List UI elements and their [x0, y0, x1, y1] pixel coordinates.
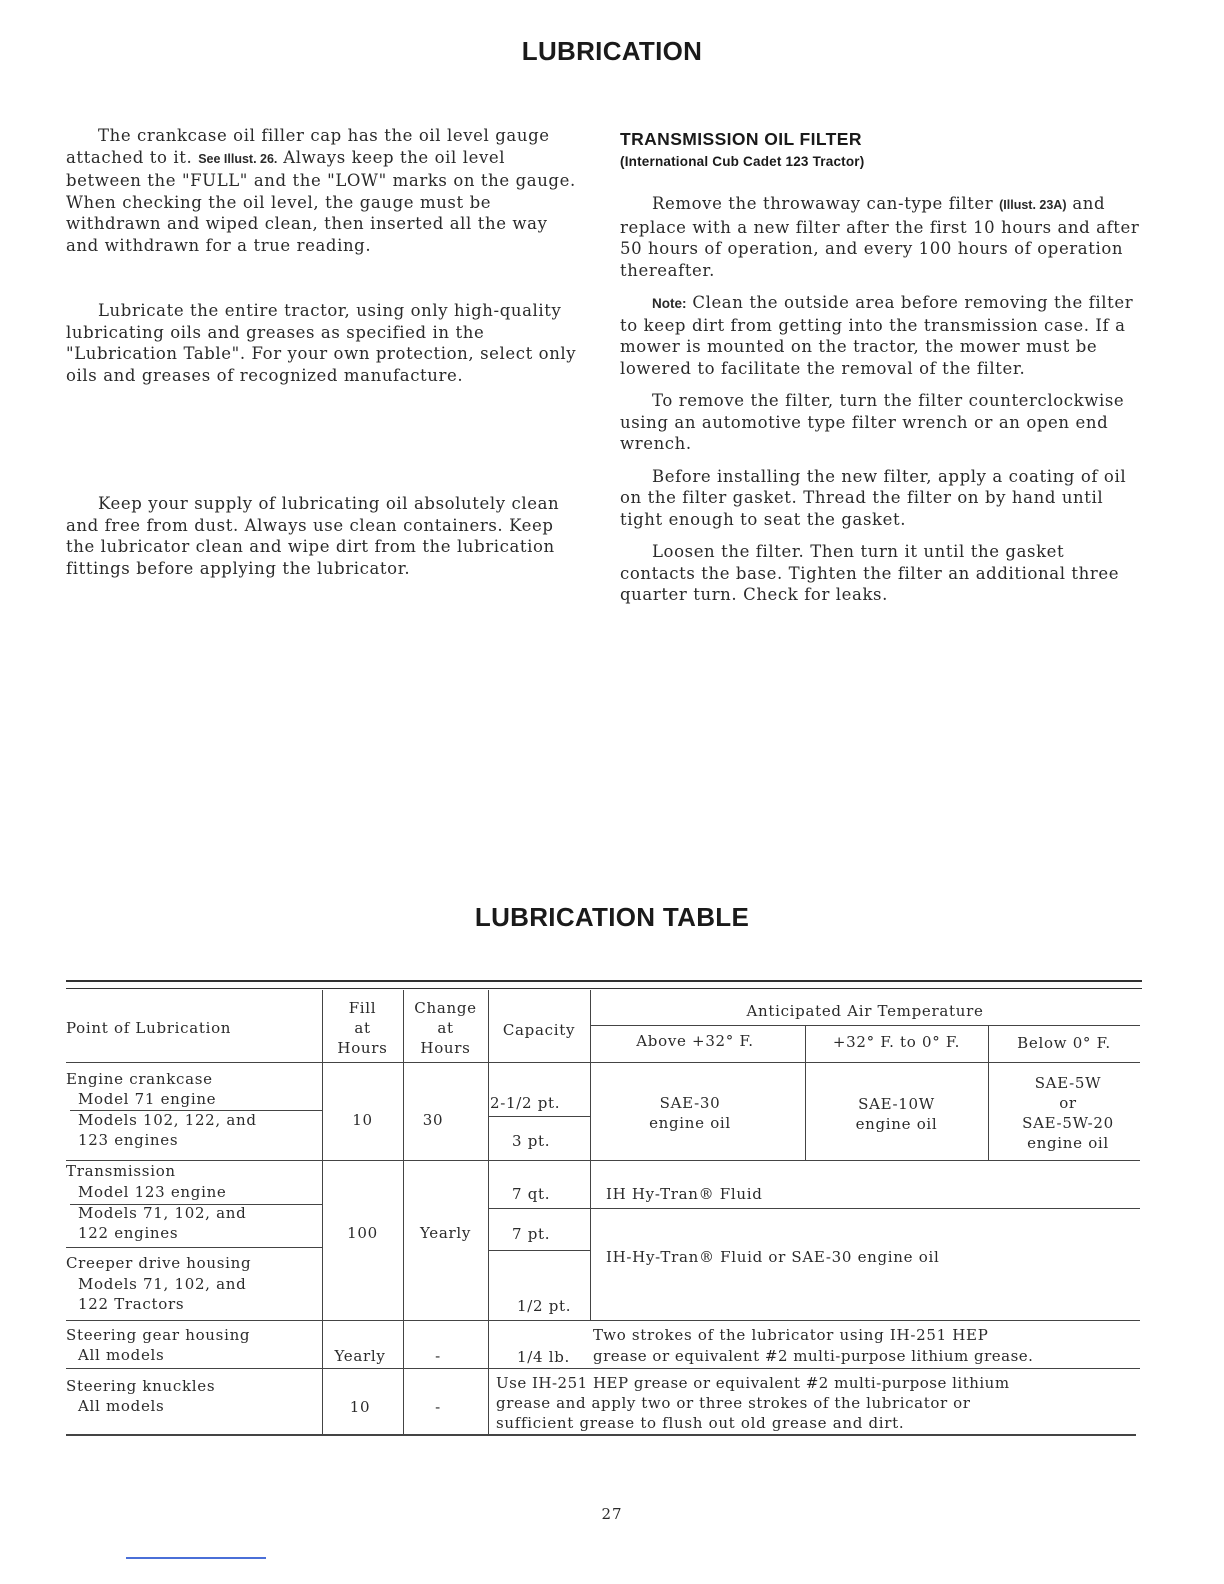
engine-models-123: 123 engines	[78, 1131, 179, 1149]
engine-below-spec: SAE-5W or SAE-5W-20 engine oil	[1022, 1074, 1114, 1152]
illustration-reference: (Illust. 23A)	[999, 198, 1067, 212]
temp-header-line	[590, 1025, 1140, 1026]
engine-models-102: Models 102, 122, and	[78, 1111, 257, 1129]
header-above: Above +32° F.	[636, 1032, 754, 1050]
steering-gear-spec-2: grease or equivalent #2 multi-purpose lithium grease.	[593, 1347, 1034, 1365]
header-capacity: Capacity	[502, 1021, 576, 1039]
engine-capacity-2: 3 pt.	[512, 1132, 551, 1150]
engine-capacity-1: 2-1/2 pt.	[490, 1094, 561, 1112]
trans-sub-line-2	[66, 1247, 322, 1248]
creeper-tractors: 122 Tractors	[78, 1295, 185, 1313]
engine-bottom-line	[66, 1160, 1140, 1161]
steering-gear-fill: Yearly	[334, 1347, 386, 1365]
remove-direction-paragraph: To remove the filter, turn the filter counterclockwise using an automotive type filter wrench or an open end wrench.	[620, 391, 1125, 453]
creeper-models: Models 71, 102, and	[78, 1275, 247, 1293]
steering-knuckles-label: Steering knuckles	[66, 1377, 216, 1395]
oil-level-paragraph: The crankcase oil filler cap has the oil level gauge attached to it. See Illust. 26. Always keep the oil level between the "FULL" and the "LOW" marks on the gauge. When checking the oil level, the gauge must be withdrawn and wiped clean, then inserted all the way and withdrawn for a true reading.	[66, 126, 576, 255]
transmission-capacity-3: 1/2 pt.	[517, 1297, 572, 1315]
transmission-fluid-2: IH-Hy-Tran® Fluid or SAE-30 engine oil	[606, 1248, 940, 1266]
transmission-label: Transmission	[66, 1162, 176, 1180]
header-change: Change at Hours	[414, 999, 477, 1057]
transmission-fill: 100	[347, 1224, 378, 1242]
steering-knuckles-spec-3: sufficient grease to flush out old grease and dirt.	[496, 1414, 905, 1432]
engine-label: Engine crankcase	[66, 1070, 213, 1088]
engine-change: 30	[422, 1111, 444, 1129]
table-title: LUBRICATION TABLE	[474, 902, 750, 932]
page-number: 27	[601, 1505, 623, 1523]
section-subheading: (International Cub Cadet 123 Tractor)	[620, 154, 865, 169]
note-label: Note:	[652, 296, 687, 311]
trans-cap-line	[488, 1208, 1140, 1209]
transmission-change: Yearly	[419, 1224, 472, 1242]
trans-cap-line-2	[488, 1250, 590, 1251]
supply-paragraph: Keep your supply of lubricating oil absolutely clean and free from dust. Always use clean containers. Keep the lubricator clean and wipe dirt from the lubrication fittings before applying the lubricator.	[66, 494, 560, 578]
engine-cap-line	[488, 1116, 590, 1117]
gear-bottom-line	[66, 1368, 1140, 1369]
note-paragraph: Note: Clean the outside area before removing the filter to keep dirt from getting into the transmission case. If a mower is mounted on the tractor, the mower must be lowered to facilitate the removal of the filter.	[620, 293, 1134, 378]
steering-knuckles-change: -	[435, 1398, 441, 1416]
steering-knuckles-spec-1: Use IH-251 HEP grease or equivalent #2 multi-purpose lithium	[496, 1374, 1010, 1392]
transmission-capacity-2: 7 pt.	[512, 1225, 551, 1243]
table-top-rule	[66, 980, 1142, 982]
illustration-reference: See Illust. 26.	[198, 151, 278, 166]
steering-gear-label: Steering gear housing	[66, 1326, 251, 1344]
trans-bottom-line	[66, 1320, 1140, 1321]
header-below: Below 0° F.	[1017, 1034, 1111, 1052]
table-top-rule-2	[66, 988, 1142, 989]
transmission-models-122: 122 engines	[78, 1224, 179, 1242]
left-column	[66, 125, 586, 579]
header-anticipated: Anticipated Air Temperature	[746, 1002, 984, 1020]
header-bottom-line	[66, 1062, 1140, 1063]
page-title: LUBRICATION	[521, 36, 703, 66]
remove-filter-paragraph: Remove the throwaway can-type filter (Illust. 23A) and replace with a new filter after the first 10 hours and after 50 hours of operation, and every 100 hours of operation thereafter.	[620, 194, 1140, 280]
engine-above-spec: SAE-30 engine oil	[649, 1094, 731, 1132]
transmission-model-123: Model 123 engine	[78, 1183, 227, 1201]
footer-line	[126, 1557, 266, 1559]
section-heading: TRANSMISSION OIL FILTER	[620, 129, 862, 149]
engine-model-71: Model 71 engine	[78, 1090, 217, 1108]
header-fill: Fill at Hours	[337, 999, 388, 1057]
steering-knuckles-spec-2: grease and apply two or three strokes of the lubricator or	[496, 1394, 971, 1412]
engine-fill: 10	[352, 1111, 373, 1129]
transmission-fluid-1: IH Hy-Tran® Fluid	[606, 1185, 763, 1203]
creeper-label: Creeper drive housing	[66, 1254, 252, 1272]
install-paragraph: Before installing the new filter, apply a coating of oil on the filter gasket. Thread the filter on by hand until tight enough to seat the gasket.	[620, 466, 1127, 529]
header-point: Point of Lubrication	[66, 1019, 232, 1037]
lubricate-paragraph: Lubricate the entire tractor, using only high-quality lubricating oils and greases as specified in the "Lubrication Table". For your own protection, select only oils and greases of recognized manufacture.	[66, 301, 577, 385]
transmission-models-71: Models 71, 102, and	[78, 1204, 247, 1222]
steering-knuckles-models: All models	[78, 1397, 165, 1415]
steering-knuckles-fill: 10	[349, 1398, 371, 1416]
tighten-paragraph: Loosen the filter. Then turn it until the gasket contacts the base. Tighten the filter an additional three quarter turn. Check for leaks.	[620, 542, 1120, 604]
transmission-capacity-1: 7 qt.	[512, 1185, 551, 1203]
steering-gear-models: All models	[78, 1346, 165, 1364]
steering-gear-spec-1: Two strokes of the lubricator using IH-251 HEP	[593, 1326, 989, 1344]
header-mid: +32° F. to 0° F.	[832, 1033, 961, 1051]
engine-mid-spec: SAE-10W engine oil	[855, 1095, 938, 1133]
steering-gear-capacity: 1/4 lb.	[517, 1348, 570, 1366]
steering-gear-change: -	[435, 1347, 441, 1365]
col-divider-3	[488, 990, 489, 1435]
table-bottom-line	[66, 1434, 1136, 1436]
right-column	[620, 128, 1140, 606]
